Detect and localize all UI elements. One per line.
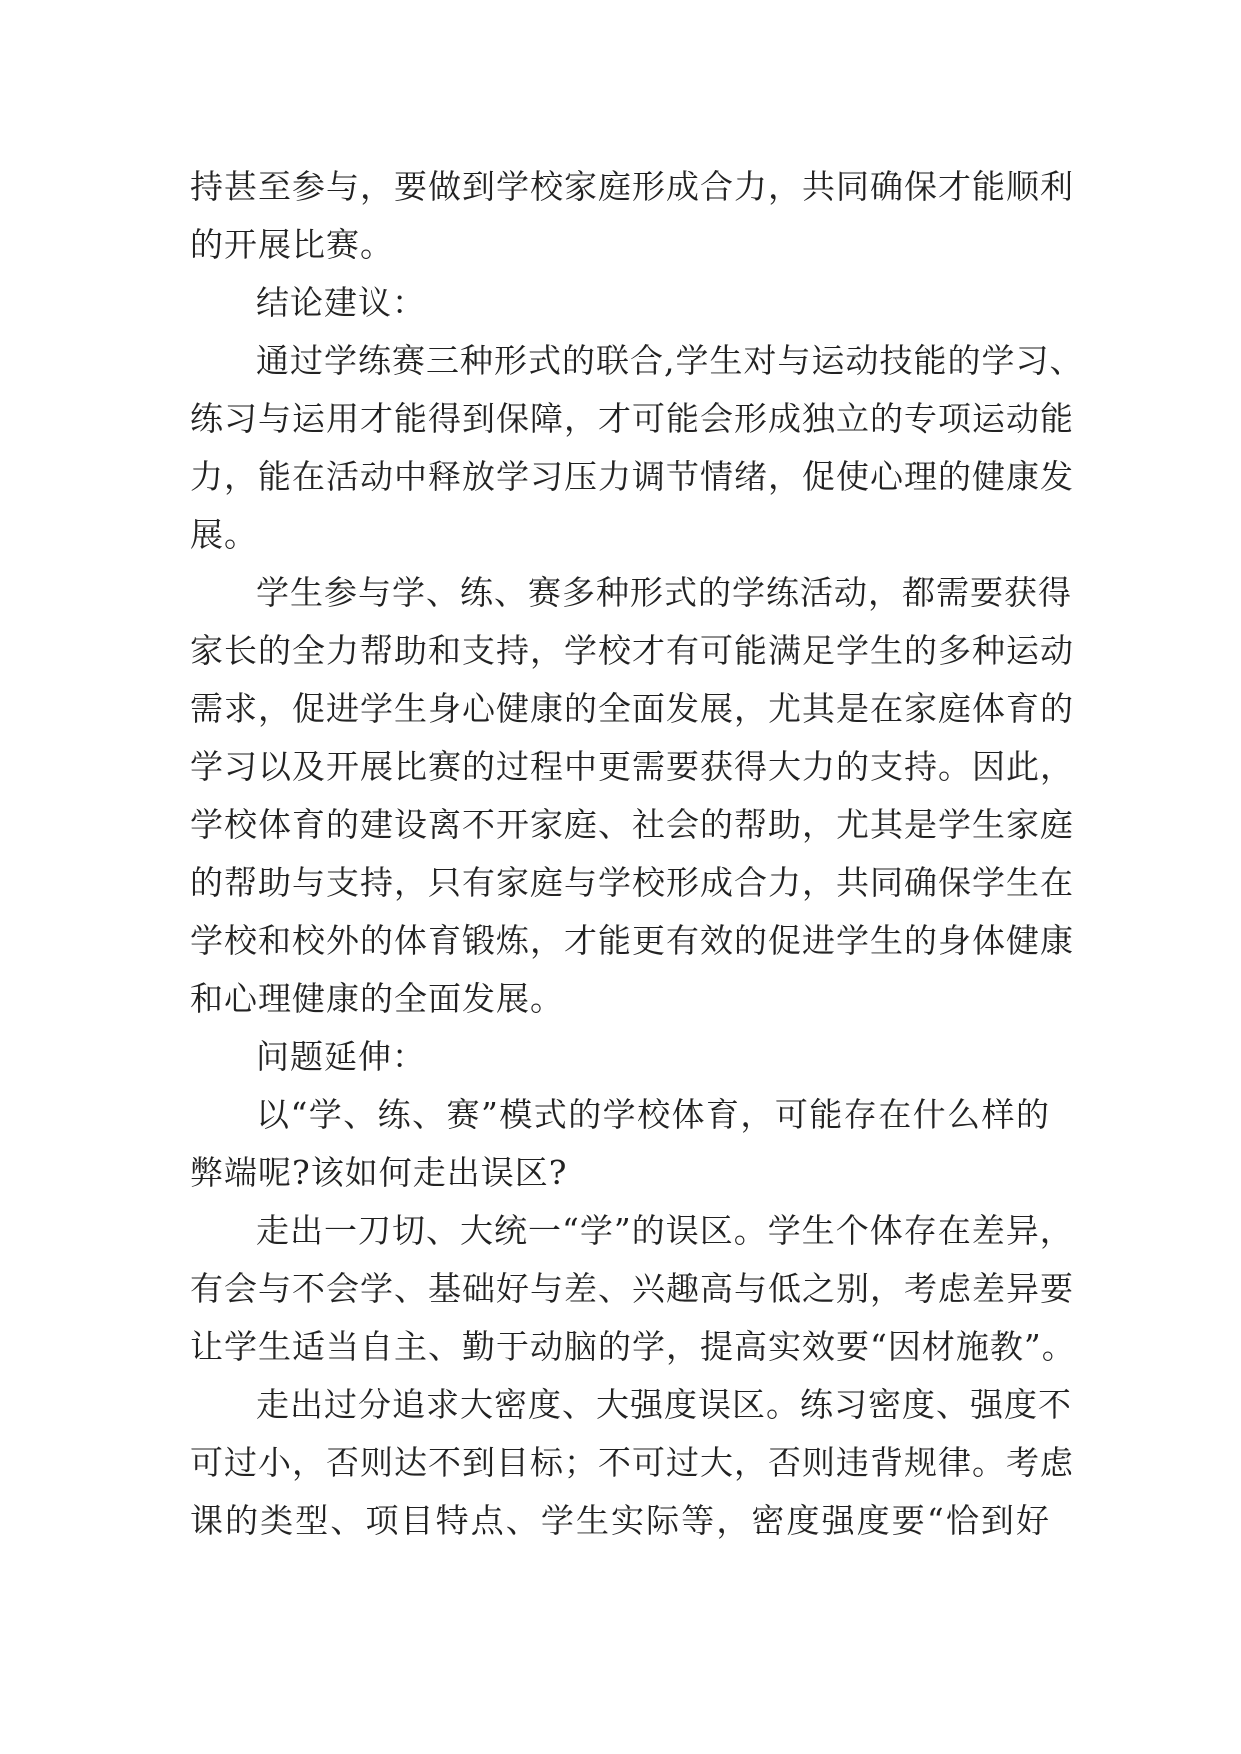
- text-line: 课的类型、项目特点、学生实际等，密度强度要“恰到好: [190, 1501, 1050, 1540]
- text-line: 学生参与学、练、赛多种形式的学练活动，都需要获得: [256, 573, 1072, 612]
- section-heading-conclusion: 结论建议：: [256, 283, 426, 322]
- text-line: 可过小，否则达不到目标；不可过大，否则违背规律。考虑: [190, 1443, 1074, 1482]
- text-line: 学校和校外的体育锻炼，才能更有效的促进学生的身体健康: [190, 921, 1074, 960]
- text-line: 以“学、练、赛”模式的学校体育，可能存在什么样的: [256, 1095, 1050, 1134]
- text-line: 和心理健康的全面发展。: [190, 979, 564, 1018]
- text-line: 练习与运用才能得到保障，才可能会形成独立的专项运动能: [190, 399, 1074, 438]
- text-line: 学习以及开展比赛的过程中更需要获得大力的支持。因此，: [190, 747, 1074, 786]
- document-page: [190, 158, 1084, 1550]
- text-line: 展。: [190, 515, 258, 554]
- text-line: 学校体育的建设离不开家庭、社会的帮助，尤其是学生家庭: [190, 805, 1074, 844]
- text-line: 的帮助与支持，只有家庭与学校形成合力，共同确保学生在: [190, 863, 1074, 902]
- text-line: 走出一刀切、大统一“学”的误区。学生个体存在差异，: [256, 1211, 1074, 1250]
- text-line: 持甚至参与，要做到学校家庭形成合力，共同确保才能顺利: [190, 167, 1074, 206]
- text-line: 需求，促进学生身心健康的全面发展，尤其是在家庭体育的: [190, 689, 1074, 728]
- text-line: 弊端呢?该如何走出误区?: [190, 1153, 568, 1192]
- text-line: 有会与不会学、基础好与差、兴趣高与低之别，考虑差异要: [190, 1269, 1074, 1308]
- text-line: 家长的全力帮助和支持，学校才有可能满足学生的多种运动: [190, 631, 1074, 670]
- section-heading-extension: 问题延伸：: [256, 1037, 426, 1076]
- text-line: 的开展比赛。: [190, 225, 394, 264]
- text-line: 通过学练赛三种形式的联合,学生对与运动技能的学习、: [256, 341, 1084, 380]
- text-line: 让学生适当自主、勤于动脑的学，提高实效要“因材施教”。: [190, 1327, 1076, 1366]
- text-line: 走出过分追求大密度、大强度误区。练习密度、强度不: [256, 1385, 1072, 1424]
- text-line: 力，能在活动中释放学习压力调节情绪，促使心理的健康发: [190, 457, 1074, 496]
